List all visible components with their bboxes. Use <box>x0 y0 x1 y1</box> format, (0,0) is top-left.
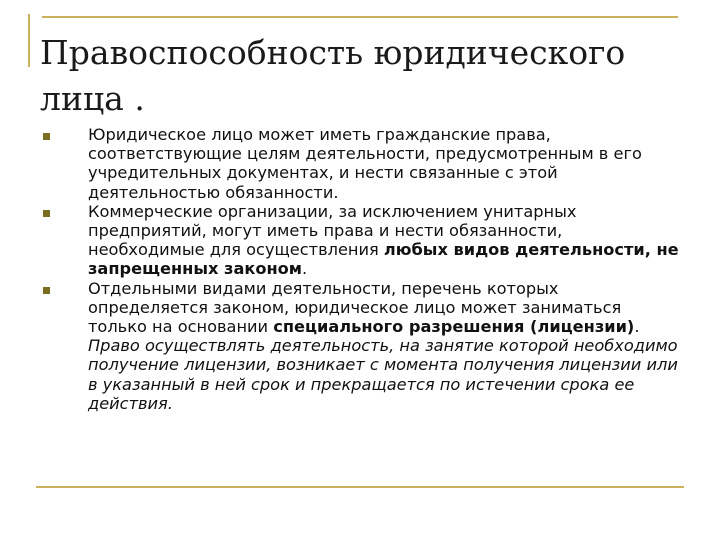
bullet-italic-text: Право осуществлять деятельность, на занятие которой необходимо получение лицензии, возникает с момента получения лицензии или в указанный в ней срок и прекращается по истечении срока ее действия. <box>88 336 678 413</box>
bullet-list <box>40 125 680 413</box>
bullet-text: Юридическое лицо может иметь гражданские права, соответствующие целям деятельности, предусмотренным в его учредительных документах, и нести связанные с этой деятельностью обязанности. <box>88 125 642 202</box>
left-rule <box>28 14 30 67</box>
bullet-bold-text: специального разрешения (лицензии) <box>273 317 635 337</box>
list-item <box>40 279 680 413</box>
bullet-text: Отдельными видами деятельности, перечень которых определяется законом, юридическое лицо может заниматься только на основании <box>88 278 622 337</box>
square-bullet-icon <box>43 287 50 294</box>
list-item <box>40 125 680 202</box>
slide-title <box>40 30 680 122</box>
bottom-rule <box>36 486 684 488</box>
bullet-bold-text: любых видов деятельности, не запрещенных законом <box>88 240 679 279</box>
bullet-text-tail: . <box>302 259 308 279</box>
square-bullet-icon <box>43 210 50 217</box>
bullet-text: Коммерческие организации, за исключением унитарных предприятий, могут иметь права и нести обязанности, необходимые для осуществления <box>88 201 577 260</box>
list-item <box>40 202 680 279</box>
square-bullet-icon <box>43 133 50 140</box>
title-line-1: Правоспособность юридического <box>40 33 626 72</box>
top-rule <box>42 16 678 18</box>
bullet-text-tail: . <box>634 317 640 337</box>
title-line-2: лица . <box>40 79 145 118</box>
